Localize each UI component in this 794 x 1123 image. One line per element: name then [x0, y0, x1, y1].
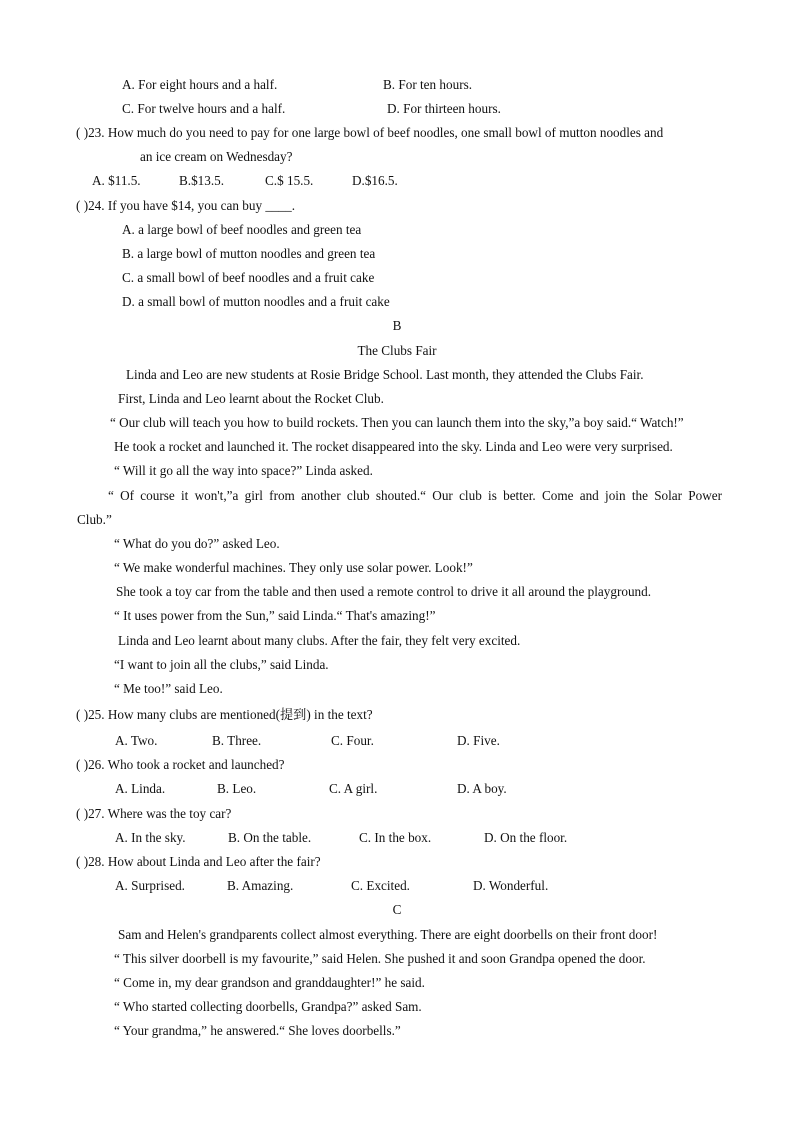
- passage-b-line: He took a rocket and launched it. The rocket disappeared into the sky. Linda and Leo were very surprised.: [114, 439, 673, 454]
- q24-question: [76, 198, 295, 214]
- q26-option-d: D. A boy.: [457, 781, 507, 796]
- q27-option-a: A. In the sky.: [115, 830, 186, 845]
- q24-option-a: A. a large bowl of beef noodles and green tea: [122, 222, 362, 237]
- passage-b-line: “ Of course it won't,”a girl from another club shouted.“ Our club is better. Come and join the Solar Power: [108, 488, 722, 503]
- q28-question: [76, 854, 321, 870]
- section-b-letter: B: [392, 318, 402, 333]
- passage-c-line: “ Come in, my dear grandson and granddaughter!” he said.: [114, 975, 425, 990]
- passage-b-line: “ It uses power from the Sun,” said Linda.“ That's amazing!”: [114, 608, 436, 623]
- q24-stem: If you have $14, you can buy ____.: [107, 198, 296, 213]
- q23-option-a: A. $11.5.: [92, 173, 141, 188]
- passage-c-line: “ This silver doorbell is my favourite,” said Helen. She pushed it and soon Grandpa opened the door.: [114, 951, 646, 966]
- q25-option-a: A. Two.: [115, 733, 158, 748]
- q25-option-b: B. Three.: [212, 733, 262, 748]
- passage-b-line: “I want to join all the clubs,” said Linda.: [114, 657, 329, 672]
- section-c-letter: C: [392, 902, 402, 917]
- passage-b-line: “ Will it go all the way into space?” Linda asked.: [114, 463, 373, 478]
- q23-stem-line2: an ice cream on Wednesday?: [140, 149, 293, 164]
- q22-option-c: C. For twelve hours and a half.: [122, 101, 286, 116]
- q27-stem: Where was the toy car?: [107, 806, 232, 821]
- q23-option-c: C.$ 15.5.: [265, 173, 314, 188]
- passage-b-line: She took a toy car from the table and then used a remote control to drive it all around the playground.: [116, 584, 652, 599]
- q24-option-b: B. a large bowl of mutton noodles and green tea: [122, 246, 376, 261]
- q23-option-b: B.$13.5.: [179, 173, 225, 188]
- passage-b-line: “ Our club will teach you how to build rockets. Then you can launch them into the sky,”a boy said.“ Watch!”: [110, 415, 684, 430]
- section-b-title: The Clubs Fair: [357, 343, 437, 358]
- q23-number: ( )23.: [76, 125, 105, 140]
- passage-b-line: Club.”: [77, 512, 112, 527]
- q24-option-c: C. a small bowl of beef noodles and a fruit cake: [122, 270, 375, 285]
- q27-number: ( )27.: [76, 806, 105, 821]
- q23-option-d: D.$16.5.: [352, 173, 398, 188]
- q25-number: ( )25.: [76, 707, 105, 722]
- q27-option-b: B. On the table.: [228, 830, 312, 845]
- q26-number: ( )26.: [76, 757, 105, 772]
- passage-c-line: “ Who started collecting doorbells, Grandpa?” asked Sam.: [114, 999, 422, 1014]
- q23-stem-line1: How much do you need to pay for one large bowl of beef noodles, one small bowl of mutton noodles and: [107, 125, 664, 140]
- passage-b-line: First, Linda and Leo learnt about the Rocket Club.: [118, 391, 384, 406]
- q28-option-a: A. Surprised.: [115, 878, 185, 893]
- q26-option-c: C. A girl.: [329, 781, 378, 796]
- q28-option-b: B. Amazing.: [227, 878, 294, 893]
- q26-stem: Who took a rocket and launched?: [107, 757, 285, 772]
- passage-b-line: “ What do you do?” asked Leo.: [114, 536, 280, 551]
- passage-b-line: Linda and Leo learnt about many clubs. After the fair, they felt very excited.: [118, 633, 521, 648]
- q28-stem: How about Linda and Leo after the fair?: [107, 854, 321, 869]
- q27-option-c: C. In the box.: [359, 830, 432, 845]
- q26-question: [76, 757, 285, 773]
- passage-b-line: Linda and Leo are new students at Rosie Bridge School. Last month, they attended the Clubs Fair.: [126, 367, 644, 382]
- q28-option-d: D. Wonderful.: [473, 878, 549, 893]
- q25-stem: How many clubs are mentioned(提到) in the text?: [107, 707, 373, 722]
- q28-number: ( )28.: [76, 854, 105, 869]
- q24-number: ( )24.: [76, 198, 105, 213]
- q26-option-b: B. Leo.: [217, 781, 257, 796]
- passage-c-line: “ Your grandma,” he answered.“ She loves doorbells.”: [114, 1023, 401, 1038]
- q26-option-a: A. Linda.: [115, 781, 166, 796]
- q25-question: [76, 707, 373, 723]
- q22-option-b: B. For ten hours.: [383, 77, 473, 92]
- q27-question: [76, 806, 231, 822]
- passage-c-line: Sam and Helen's grandparents collect almost everything. There are eight doorbells on their front door!: [118, 927, 658, 942]
- q22-option-a: A. For eight hours and a half.: [122, 77, 278, 92]
- q27-option-d: D. On the floor.: [484, 830, 568, 845]
- q25-option-d: D. Five.: [457, 733, 500, 748]
- q24-option-d: D. a small bowl of mutton noodles and a fruit cake: [122, 294, 390, 309]
- passage-b-line: “ We make wonderful machines. They only use solar power. Look!”: [114, 560, 473, 575]
- q25-option-c: C. Four.: [331, 733, 374, 748]
- q22-option-d: D. For thirteen hours.: [387, 101, 501, 116]
- q28-option-c: C. Excited.: [351, 878, 410, 893]
- passage-b-line: “ Me too!” said Leo.: [114, 681, 223, 696]
- q23-question: [76, 125, 663, 141]
